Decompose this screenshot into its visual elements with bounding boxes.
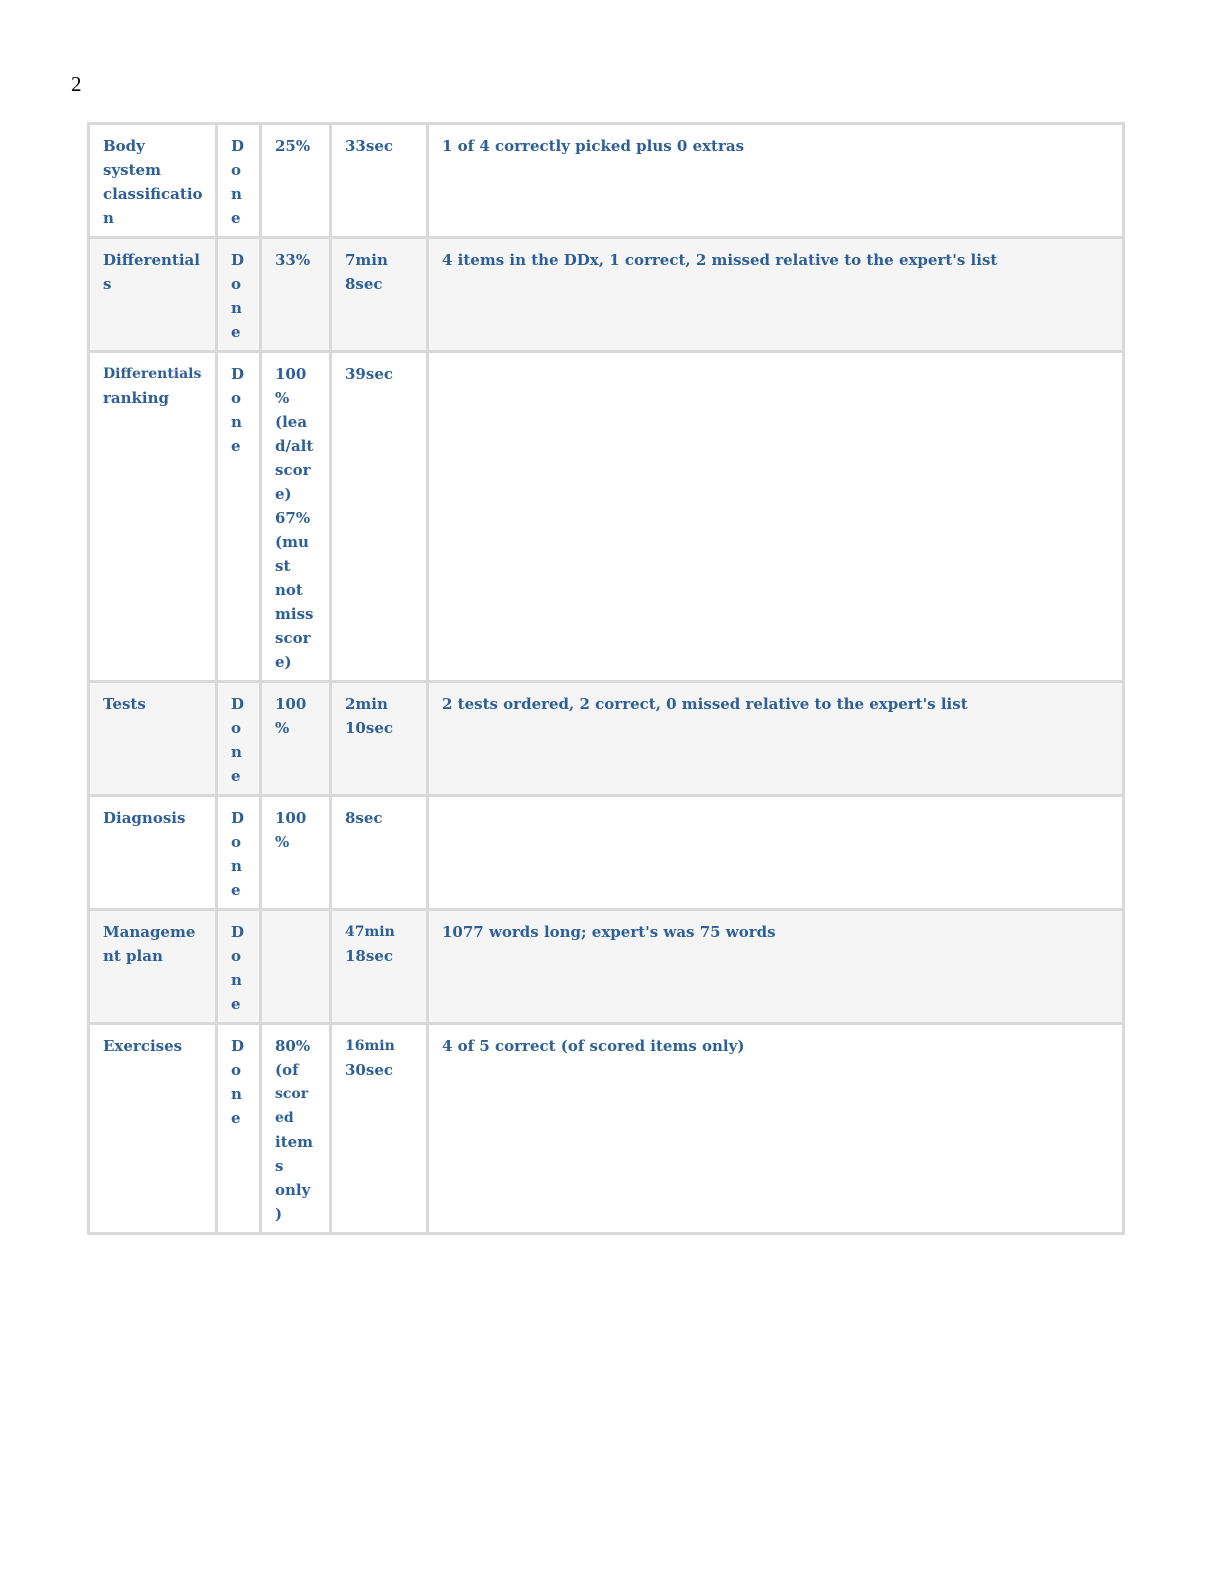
stage-cell: Tests	[89, 682, 217, 796]
time-line: 16min	[345, 1038, 395, 1054]
score-cell: 100%	[261, 682, 331, 796]
table-row	[89, 1024, 1124, 1234]
notes-cell: 4 of 5 correct (of scored items only)	[428, 1024, 1124, 1234]
table-row	[89, 796, 1124, 910]
time-line: 18sec	[345, 947, 393, 965]
score-line: only)	[275, 1181, 311, 1223]
status-cell: Done	[217, 124, 261, 238]
table-row	[89, 124, 1124, 238]
stage-cell: Exercises	[89, 1024, 217, 1234]
status-cell: Done	[217, 238, 261, 352]
time-line: 47min	[345, 924, 395, 940]
notes-cell: 2 tests ordered, 2 correct, 0 missed relative to the expert's list	[428, 682, 1124, 796]
table-row	[89, 910, 1124, 1024]
score-cell	[261, 910, 331, 1024]
stage-cell: Management plan	[89, 910, 217, 1024]
time-cell	[331, 910, 428, 1024]
table-row	[89, 682, 1124, 796]
stage-line: Differentials	[103, 366, 202, 382]
stage-cell	[89, 352, 217, 682]
score-cell: 33%	[261, 238, 331, 352]
time-cell: 8sec	[331, 796, 428, 910]
notes-cell: 4 items in the DDx, 1 correct, 2 missed relative to the expert's list	[428, 238, 1124, 352]
time-cell: 39sec	[331, 352, 428, 682]
notes-cell: 1 of 4 correctly picked plus 0 extras	[428, 124, 1124, 238]
status-cell: Done	[217, 352, 261, 682]
status-cell: Done	[217, 796, 261, 910]
score-cell	[261, 1024, 331, 1234]
status-cell: Done	[217, 1024, 261, 1234]
table-row	[89, 352, 1124, 682]
score-line: items	[275, 1133, 314, 1175]
score-cell: 100%	[261, 796, 331, 910]
score-line: 80%	[275, 1037, 311, 1055]
time-cell: 33sec	[331, 124, 428, 238]
stage-line: ranking	[103, 389, 170, 407]
results-table	[87, 122, 1125, 1235]
stage-cell: Diagnosis	[89, 796, 217, 910]
score-line: scored	[275, 1086, 309, 1126]
stage-cell: Differentials	[89, 238, 217, 352]
notes-cell	[428, 352, 1124, 682]
time-cell: 7min 8sec	[331, 238, 428, 352]
time-line: 30sec	[345, 1061, 393, 1079]
notes-cell: 1077 words long; expert's was 75 words	[428, 910, 1124, 1024]
status-cell: Done	[217, 910, 261, 1024]
page-number: 2	[71, 72, 82, 96]
status-cell: Done	[217, 682, 261, 796]
stage-cell: Body system classification	[89, 124, 217, 238]
time-cell: 2min 10sec	[331, 682, 428, 796]
notes-cell	[428, 796, 1124, 910]
score-cell: 25%	[261, 124, 331, 238]
score-cell: 100% (lead/alt score) 67% (must not miss score)	[261, 352, 331, 682]
score-line: (of	[275, 1061, 299, 1079]
table-row	[89, 238, 1124, 352]
time-cell	[331, 1024, 428, 1234]
